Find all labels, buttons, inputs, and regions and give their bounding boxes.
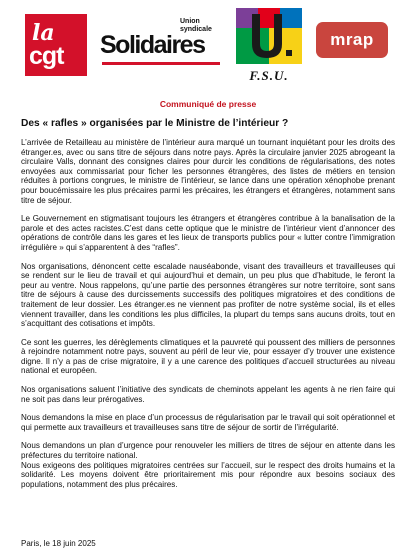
signature-date: Paris, le 18 juin 2025 bbox=[21, 539, 96, 548]
cgt-logo-name: cgt bbox=[29, 42, 64, 70]
paragraph: Nous demandons un plan d’urgence pour renouveler les milliers de titres de séjour en attente dans les préfectures du territoire national. bbox=[21, 441, 395, 461]
paragraph: Nos organisations, dénoncent cette escalade nauséabonde, visant des travailleurs et travailleuses qui se rendent sur le lieu de travail et qui aujourd’hui et demain, un peu plus que d’habitude, le feront la peur au ventre. Nous rappelons, qu’une partie des personnes étrangères sur notre territoire, sont sans titre de séjours à cause des durcissements successifs des politiques migratoires et des conditions de traitement de leur dossier. Les étranger.es ne viennent pas profiter de notre système social, ils et elles viennent travailler, dans les conditions les plus difficiles, la plupart du temps sans aucuns droits, tout en s’acquittant des cotisations et impôts. bbox=[21, 261, 395, 329]
solidaires-logo bbox=[100, 18, 224, 68]
paragraph: L’arrivée de Retailleau au ministère de l’intérieur aura marqué un tournant inquiétant pour les droits des étranger.es, avec ou sans titre de séjours dans notre pays. Après la circulaire janvier 2025 abrogeant la circulaire Valls, donnant des consignes claires pour durcir les conditions de régularisations, des notes envoyées aux commissariat pour ficher les personnes étrangères, des listes de métiers en tension réduites à portions congrues, le ministre de l’intérieur, se lance dans une opération xénophobe prenant pour boucémissaire les plus précaires parmi les précaires, les étrangers et étrangères, notamment sans titre de séjour. bbox=[21, 138, 395, 205]
logo-header bbox=[0, 0, 416, 90]
solidaires-logo-name: Solidaires bbox=[100, 31, 205, 59]
fsu-logo-acronym: F.S.U. bbox=[249, 68, 289, 83]
solidaires-tagline: Union syndicale bbox=[180, 18, 212, 33]
paragraph: Nous exigeons des politiques migratoires centrées sur l’accueil, sur le respect des droits humains et la solidarité. Les moyens doivent être prioritairement mis pour répondre aux besoins sociaux des populations, notamment des plus précaires. bbox=[21, 460, 395, 489]
cgt-logo bbox=[25, 14, 87, 76]
solidaires-accent-bar bbox=[102, 62, 220, 65]
mrap-logo: mrap bbox=[316, 22, 388, 58]
cgt-logo-prefix: la bbox=[32, 20, 55, 46]
press-release-body bbox=[21, 138, 395, 498]
paragraph: Nous demandons la mise en place d’un processus de régularisation par le travail qui soit opérationnel et qui permette aux travailleurs et travailleuses sans titre de séjour de sortir de l’irrégularité. bbox=[21, 413, 395, 432]
press-release-kicker: Communiqué de presse bbox=[159, 99, 257, 109]
paragraph: Nos organisations saluent l’initiative des syndicats de cheminots appelant les agents à ne rien faire qui ne soit pas dans leur prérogatives. bbox=[21, 385, 395, 404]
fsu-logo-mark bbox=[236, 8, 302, 64]
fsu-logo bbox=[236, 8, 302, 86]
paragraph: Ce sont les guerres, les dérèglements climatiques et la pauvreté qui poussent des milliers de personnes à rejoindre notamment notre pays, souvent au péril de leur vie, pour essayer d’y trouver une existence digne. Il n’y a pas de crise migratoire, il y a une carence des politiques d’accueil structurées au niveau national et européen. bbox=[21, 337, 395, 376]
page-title: Des « rafles » organisées par le Ministre de l’intérieur ? bbox=[21, 118, 289, 129]
paragraph: Le Gouvernement en stigmatisant toujours les étrangers et étrangères contribue à la banalisation de la parole et des actes racistes.C’est dans cette optique que le ministre de l’intérieur vient d’annoncer des opérations de contrôle dans les gares et les lieux de transports publics pour « lutter contre l’immigration irrégulière » qui s’apparentent à des “rafles”. bbox=[21, 214, 395, 252]
